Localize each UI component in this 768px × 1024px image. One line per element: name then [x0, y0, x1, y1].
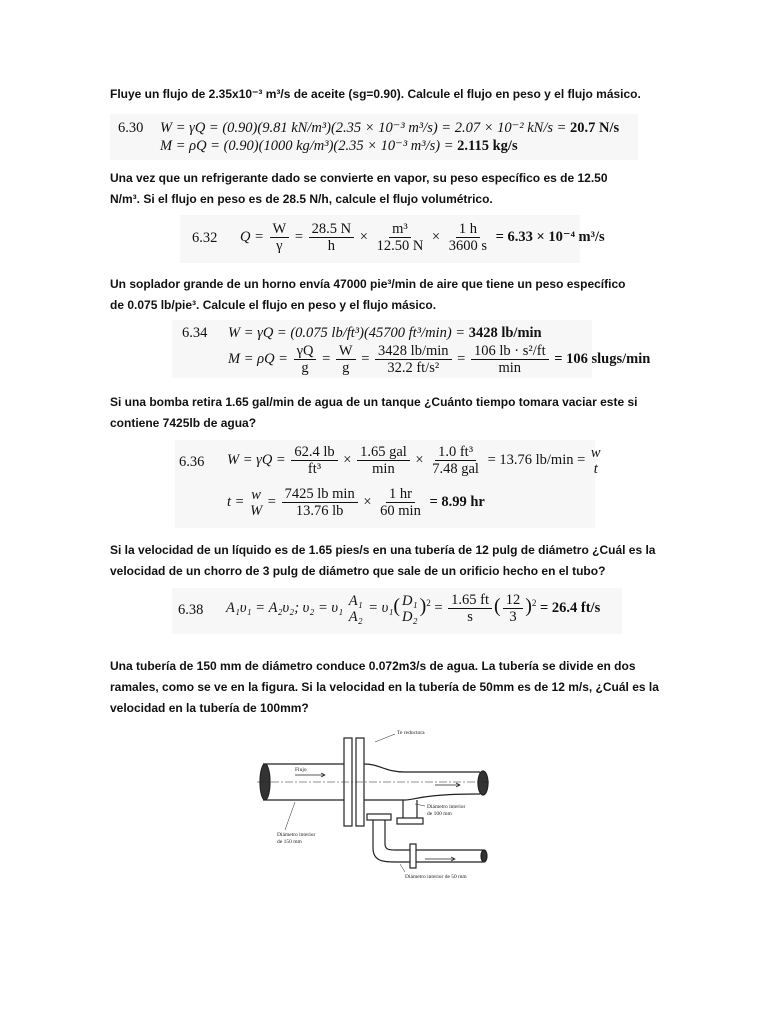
- equation-line: W = γQ = $\frac{62.4 lb}{\text{ft³}}$ × $\frac{\text{1.65 gal}}{\min}$ × $\frac{\text{1.0 ft³}}{\text{7.48 gal}}$ = 13.76 lb/min = w t: [227, 444, 601, 477]
- question-6-36: Si una bomba retira 1.65 gal/min de agua de un tanque ¿Cuánto tiempo tomara vaciar este si contiene 7425lb de agua?: [110, 395, 638, 430]
- label-reducer: Te reductora: [397, 730, 425, 736]
- label-d150-line1: Diámetro interior: [277, 832, 316, 838]
- result: = 8.99 hr: [429, 493, 485, 510]
- branch-down: [403, 800, 417, 818]
- pipe-end-right: [478, 771, 488, 795]
- equation-line: W = γQ = (0.90)(9.81 kN/m³)(2.35 × 10⁻³ m³/s) = 2.07 × 10⁻² kN/s = 20.7 N/s: [160, 120, 620, 136]
- label-d100-line1: Diámetro interior: [427, 804, 466, 810]
- equation-line: A₁υ₁ = A₂υ₂; υ₂ = υ₁ A₁ A₂ = υ₁( D₁ D₂ )$^2$ = $\frac{1.65 ft}{s}$ ( $\frac{12}{3}$ )$^2$ = 26.4 ft/s: [226, 592, 601, 625]
- solution-6-32: [180, 215, 605, 263]
- solution-6-34: [172, 320, 651, 378]
- solution-6-38: [172, 588, 622, 634]
- equation-line: M = ρQ = (0.90)(1000 kg/m³)(2.35 × 10⁻³ m³/s) = 2.115 kg/s: [160, 138, 518, 154]
- problem-number: 6.30: [118, 120, 144, 136]
- pipe-50mm: [373, 818, 483, 862]
- pipe-branch-figure: [255, 722, 495, 890]
- label-d100-line2: de 100 mm: [427, 811, 452, 817]
- problem-number: 6.34: [182, 325, 208, 341]
- question-6-30: Fluye un flujo de 2.35x10⁻³ m³/s de aceite (sg=0.90). Calcule el flujo en peso y el flujo másico.: [110, 87, 641, 101]
- result: = 26.4 ft/s: [540, 599, 601, 616]
- result: 2.115 kg/s: [457, 138, 518, 154]
- question-6-38: Si la velocidad de un líquido es de 1.65 pies/s en una tubería de 12 pulg de diámetro ¿Cuál es la velocidad de un chorro de 3 pulg de diámetro que sale de un orificio hecho en el tubo?: [110, 543, 656, 578]
- equation-line: M = ρQ = $\frac{\gamma Q}{g}$ = $\frac{W}{g}$ = $\frac{3428 lb/\min}{\text{32.2 ft/s²}}$ = $\frac{\text{106 lb · s²/ft}}{\min}$ = 106 slugs/min: [228, 343, 651, 376]
- solution-6-30: [110, 114, 638, 160]
- question-6-32: Una vez que un refrigerante dado se convierte en vapor, su peso específico es de 12.50 N/m³. Si el flujo en peso es de 28.5 N/h, calcule el flujo volumétrico.: [110, 171, 608, 206]
- equation-line: Q = $\frac{W}{\gamma}$ = $\frac{28.5 N}{h}$ × $\frac{\text{m³}}{12.50 N}$ × $\frac{1 h}{3600 s}$ = 6.33 × 10⁻⁴ m³/s: [240, 221, 605, 254]
- solution-6-36: [175, 440, 601, 528]
- label-d150-line2: de 150 mm: [277, 839, 302, 845]
- result: 20.7 N/s: [570, 120, 620, 136]
- problem-number: 6.38: [178, 602, 204, 618]
- label-d50: Diámetro interior de 50 mm: [405, 874, 467, 880]
- equation-line: W = γQ = (0.075 lb/ft³)(45700 ft³/min) = 3428 lb/min: [228, 325, 542, 341]
- label-flow: Flujo: [295, 767, 307, 773]
- question-branch-pipe: Una tubería de 150 mm de diámetro conduce 0.072m3/s de agua. La tubería se divide en dos ramales, como se ve en la figura. Si la velocidad en la tubería de 50mm es de 12 m/s, ¿Cuál es la velocidad en la tubería de 100mm?: [110, 659, 659, 715]
- problem-number: 6.32: [192, 230, 218, 246]
- equation-line: t = w W = $\frac{\text{7425 lb min}}{13.76 lb}$ × $\frac{1 hr}{60 \min}$ = 8.99 hr: [227, 486, 485, 519]
- result: = 106 slugs/min: [554, 350, 651, 367]
- question-6-34: Un soplador grande de un horno envía 47000 pie³/min de aire que tiene un peso específico de 0.075 lb/pie³. Calcule el flujo en peso y el flujo másico.: [110, 277, 626, 312]
- problem-number: 6.36: [179, 454, 205, 470]
- result: 3428 lb/min: [468, 325, 542, 341]
- pipe-diagram: [255, 722, 495, 890]
- result: = 6.33 × 10⁻⁴ m³/s: [495, 228, 605, 245]
